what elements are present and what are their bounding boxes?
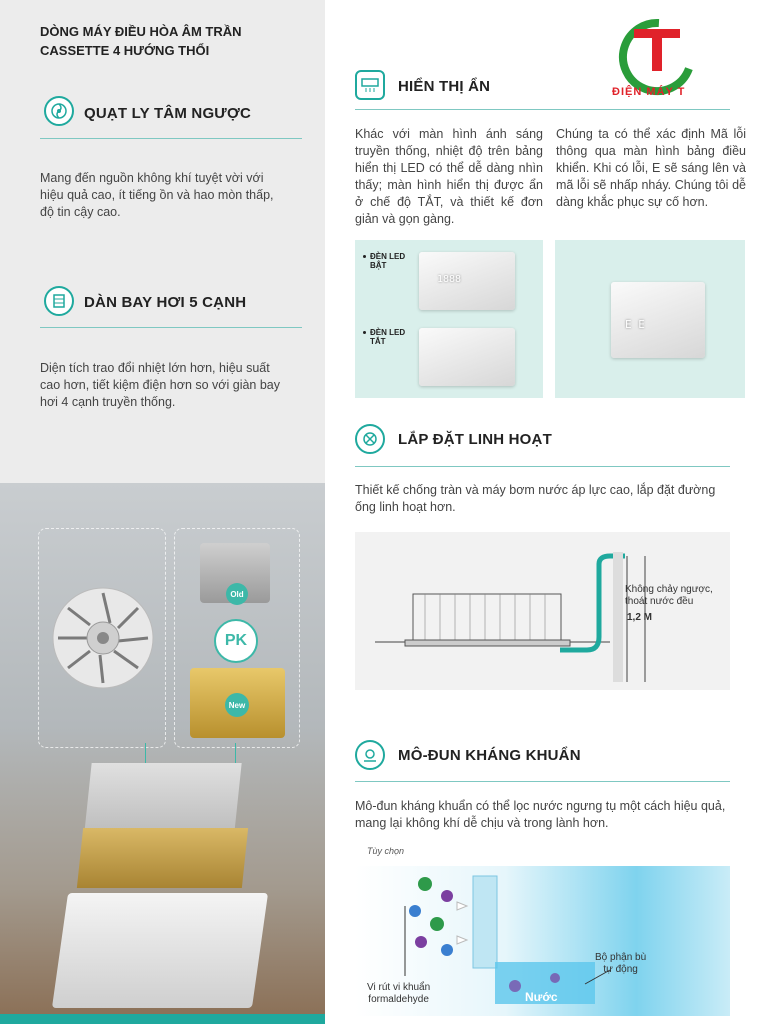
led-on-image: 1888 bbox=[419, 252, 515, 310]
evaporator-divider bbox=[40, 327, 302, 328]
evaporator-section-title: DÀN BAY HƠI 5 CẠNH bbox=[84, 294, 247, 311]
optional-label: Tùy chọn bbox=[367, 846, 405, 856]
pk-badge: PK bbox=[214, 619, 258, 663]
unit-top bbox=[84, 763, 241, 833]
brand-name: ĐIỆN MÁY T bbox=[612, 86, 686, 98]
old-badge: Old bbox=[226, 583, 248, 605]
fan-wheel-icon bbox=[48, 583, 158, 693]
teal-strip bbox=[0, 1014, 325, 1024]
unit-coil bbox=[77, 828, 248, 888]
hidden-display-body-right: Chúng ta có thể xác định Mã lỗi thông qua màn hình bảng điều khiển. Khi có lỗi, E sẽ sáng lên và mã lỗi sẽ nhấp nháy. Chúng tôi dễ dàng khắc phục sự cố hơn. bbox=[556, 127, 746, 209]
fan-body: Mang đến nguồn không khí tuyệt vời với hiệu quả cao, ít tiếng ồn và hao mòn thấp, độ tin cậy cao. bbox=[40, 171, 274, 219]
fan-section-title: QUẠT LY TÂM NGƯỢC bbox=[84, 105, 251, 122]
install-title: LẮP ĐẶT LINH HOẠT bbox=[398, 431, 552, 448]
install-divider bbox=[355, 466, 730, 467]
evaporator-body: Diện tích trao đổi nhiệt lớn hơn, hiệu suất cao hơn, tiết kiệm điện hơn so với giàn bay hơi 4 cạnh truyền thống. bbox=[40, 361, 280, 409]
install-body: Thiết kế chống tràn và máy bơm nước áp lực cao, lắp đặt đường ống linh hoạt hơn. bbox=[355, 483, 716, 514]
display-icon bbox=[355, 70, 385, 100]
antibacterial-diagram bbox=[355, 866, 730, 1016]
hidden-display-divider bbox=[355, 109, 730, 110]
antibacterial-title: MÔ-ĐUN KHÁNG KHUẨN bbox=[398, 747, 581, 764]
fan-icon bbox=[44, 96, 74, 126]
compensator-label: Bộ phận bù tự động bbox=[595, 952, 647, 975]
install-diagram bbox=[355, 532, 730, 690]
fan-divider bbox=[40, 138, 302, 139]
install-label: Không chảy ngược, thoát nước đều bbox=[625, 584, 713, 607]
error-panel bbox=[555, 240, 745, 398]
hidden-display-title: HIỂN THỊ ẨN bbox=[398, 78, 491, 95]
water-label: Nước bbox=[525, 990, 558, 1004]
evaporator-icon bbox=[44, 286, 74, 316]
product-photo bbox=[0, 483, 325, 1024]
bacteria-label: Vi rút vi khuẩn formaldehyde bbox=[367, 982, 431, 1005]
cassette-panel bbox=[52, 893, 268, 1008]
error-display-image: E E bbox=[611, 282, 705, 358]
antibacterial-divider bbox=[355, 781, 730, 782]
antibacterial-icon bbox=[355, 740, 385, 770]
page-heading: DÒNG MÁY ĐIỀU HÒA ÂM TRẦN CASSETTE 4 HƯỚNG THỔI bbox=[40, 24, 242, 58]
led-off-label: ĐÈN LED TẮT bbox=[363, 328, 405, 346]
led-off-image bbox=[419, 328, 515, 386]
install-height: 1,2 M bbox=[627, 612, 653, 623]
install-icon bbox=[355, 424, 385, 454]
new-badge: New bbox=[225, 693, 249, 717]
pipe-drawing-icon bbox=[355, 532, 730, 690]
led-panel-left bbox=[355, 240, 543, 398]
hidden-display-body-left: Khác với màn hình ánh sáng truyền thống, nhiệt độ trên bảng hiển thị LED có thể dễ dàng nhìn thấy; màn hình hiển thị được ẩn ở chế độ TẮT, và thiết kế đơn giản và gọn gàng. bbox=[355, 127, 543, 226]
antibacterial-body: Mô-đun kháng khuẩn có thể lọc nước ngưng tụ một cách hiệu quả, mang lại không khí dễ chịu và trong lành hơn. bbox=[355, 799, 726, 830]
led-on-label: ĐÈN LED BẬT bbox=[363, 252, 405, 270]
